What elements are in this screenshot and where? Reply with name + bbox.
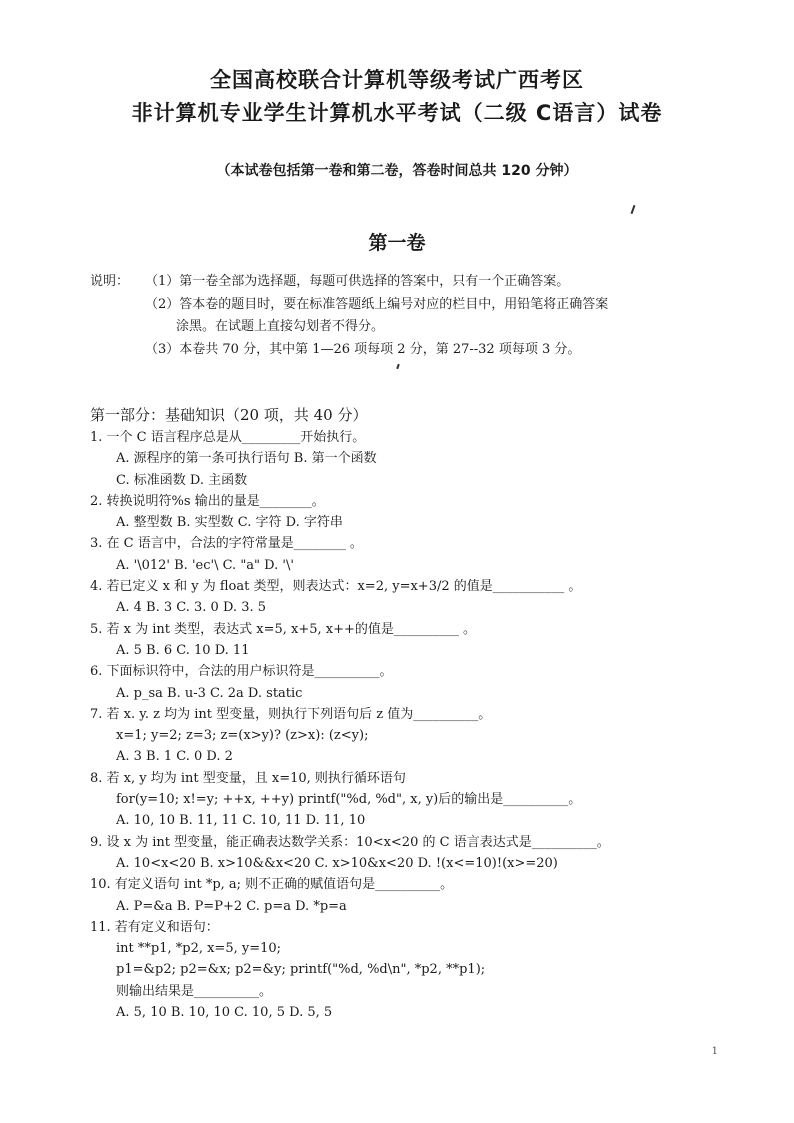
question-line-detail: A. 源程序的第一条可执行语句 B. 第一个函数 bbox=[116, 451, 377, 467]
question-line-detail: A. 3 B. 1 C. 0 D. 2 bbox=[116, 749, 233, 765]
question-line-detail: for(y=10; x!=y; ++x, ++y) printf("%d, %d", x, y)后的输出是__________。 bbox=[116, 792, 582, 808]
question-line: 4. 若已定义 x 和 y 为 float 类型，则表达式：x=2, y=x+3/2 的值是___________ 。 bbox=[90, 579, 582, 595]
question-line: 9. 设 x 为 int 型变量，能正确表达数学关系：10<x<20 的 C 语言表达式是__________。 bbox=[90, 834, 610, 850]
scan-mark bbox=[631, 205, 636, 214]
question-line-detail: A. 整型数 B. 实型数 C. 字符 D. 字符串 bbox=[116, 515, 343, 531]
question-line-detail: A. 4 B. 3 C. 3. 0 D. 3. 5 bbox=[116, 600, 266, 616]
volume-heading: 第一卷 bbox=[368, 232, 426, 254]
page-number: 1 bbox=[711, 1046, 718, 1057]
note-item-2-line1: （2）答本卷的题目时，要在标准答题纸上编号对应的栏目中，用铅笔将正确答案 bbox=[145, 297, 609, 312]
question-line-detail: A. 10<x<20 B. x>10&&x<20 C. x>10&x<20 D. !(x<=10)!(x>=20) bbox=[116, 855, 558, 871]
exam-title-line1: 全国高校联合计算机等级考试广西考区 bbox=[210, 68, 584, 92]
question-line-detail: C. 标准函数 D. 主函数 bbox=[116, 472, 248, 488]
question-line: 5. 若 x 为 int 类型，表达式 x=5, x+5, x++的值是__________ 。 bbox=[90, 621, 477, 637]
exam-title-line2: 非计算机专业学生计算机水平考试（二级 C语言）试卷 bbox=[131, 101, 663, 125]
question-line-detail: A. 5 B. 6 C. 10 D. 11 bbox=[116, 642, 250, 658]
question-line: 3. 在 C 语言中，合法的字符常量是________ 。 bbox=[90, 536, 363, 552]
note-item-3: （3）本卷共 70 分，其中第 1—26 项每项 2 分，第 27--32 项每项 3 分。 bbox=[145, 342, 581, 357]
question-line: 8. 若 x, y 均为 int 型变量，且 x=10, 则执行循环语句 bbox=[90, 770, 406, 786]
note-item-2-line2: 涂黑。在试题上直接勾划者不得分。 bbox=[176, 319, 385, 334]
part-heading: 第一部分：基础知识（20 项，共 40 分） bbox=[90, 406, 368, 424]
question-line-detail: A. P=&a B. P=P+2 C. p=a D. *p=a bbox=[116, 898, 347, 914]
notes-label: 说明： bbox=[90, 274, 130, 289]
question-line-detail: x=1; y=2; z=3; z=(x>y)? (z>x): (z<y); bbox=[116, 728, 369, 744]
question-line: 11. 若有定义和语句： bbox=[90, 919, 219, 935]
exam-subtitle: （本试卷包括第一卷和第二卷，答卷时间总共 120 分钟） bbox=[216, 163, 578, 179]
question-line: 7. 若 x. y. z 均为 int 型变量，则执行下列语句后 z 值为__________。 bbox=[90, 706, 492, 722]
question-list bbox=[90, 427, 770, 1023]
question-line-detail: A. 10, 10 B. 11, 11 C. 10, 11 D. 11, 10 bbox=[116, 813, 366, 829]
question-line: 6. 下面标识符中，合法的用户标识符是__________。 bbox=[90, 664, 393, 680]
question-line: 1. 一个 C 语言程序总是从_________开始执行。 bbox=[90, 430, 366, 445]
question-line: 10. 有定义语句 int *p, a; 则不正确的赋值语句是__________。 bbox=[90, 877, 454, 893]
question-line: 2. 转换说明符%s 输出的量是________。 bbox=[90, 493, 325, 509]
question-line-detail: A. '\012' B. 'ec'\ C. "a" D. '\' bbox=[116, 557, 294, 573]
question-line-detail: A. p_sa B. u-3 C. 2a D. static bbox=[116, 685, 303, 701]
question-line-detail: 则输出结果是__________。 bbox=[116, 983, 273, 999]
question-line-detail: A. 5, 10 B. 10, 10 C. 10, 5 D. 5, 5 bbox=[116, 1005, 333, 1021]
note-item-1: （1）第一卷全部为选择题，每题可供选择的答案中，只有一个正确答案。 bbox=[145, 274, 570, 289]
scan-mark bbox=[396, 364, 400, 369]
question-line-detail: int **p1, *p2, x=5, y=10; bbox=[116, 941, 282, 957]
question-line-detail: p1=&p2; p2=&x; p2=&y; printf("%d, %d\n", *p2, **p1); bbox=[116, 962, 486, 978]
